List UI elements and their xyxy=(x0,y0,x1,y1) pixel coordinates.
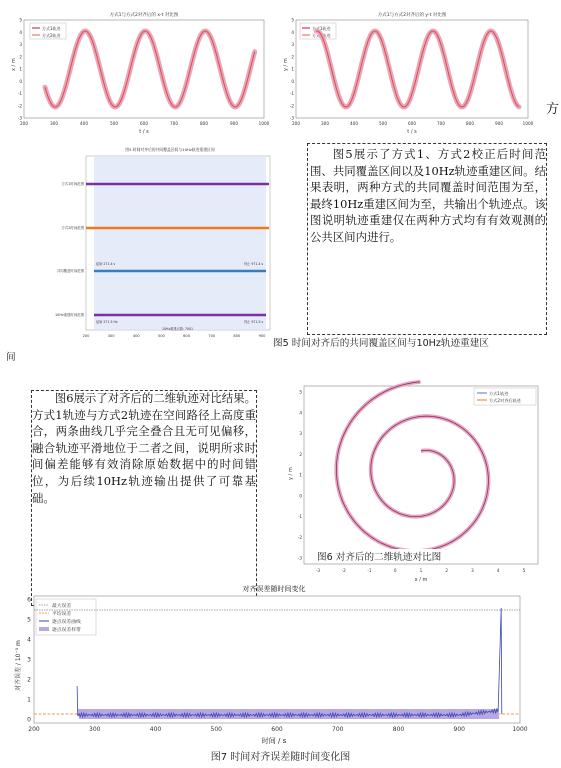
x-tick-label: 2 xyxy=(445,568,449,573)
svg-text:10Hz重建点数: 7001: 10Hz重建点数: 7001 xyxy=(162,327,194,331)
x-tick-label: 600 xyxy=(408,121,416,126)
y-tick-label: 3 xyxy=(27,656,31,664)
x-tick-label: 900 xyxy=(230,121,238,126)
svg-text:方式2轨迹: 方式2轨迹 xyxy=(42,33,61,38)
y-tick-label: 3 xyxy=(299,431,302,436)
fig7-ylabel: 对齐误差 / 10⁻³ m xyxy=(15,640,22,691)
y-t-xlabel: t / s xyxy=(407,129,417,135)
x-tick-label: 400 xyxy=(80,121,88,126)
fig7-xlabel: 时间 / s xyxy=(261,737,287,745)
fig6-xlabel: x / m xyxy=(414,577,428,583)
y-tick-label: 1 xyxy=(27,696,31,704)
svg-text:起始 271.4 s: 起始 271.4 s xyxy=(96,262,116,266)
x-tick-label: 1 xyxy=(419,568,423,573)
y-tick-label: 4 xyxy=(299,410,302,416)
orphan-character: 间 xyxy=(6,352,16,363)
x-tick-label: 500 xyxy=(379,121,387,126)
fig6-legend xyxy=(474,388,536,405)
fig5-caption: 图5 时间对齐后的共同覆盖区间与10Hz轨迹重建区 xyxy=(273,338,489,349)
x-tick-label: 600 xyxy=(271,726,283,733)
y-tick-label: -2 xyxy=(297,534,302,540)
svg-text:方式2轨迹: 方式2轨迹 xyxy=(312,33,331,38)
fig5-row-labels xyxy=(55,181,85,317)
x-tick-label: 500 xyxy=(157,334,165,338)
fig6-caption: 图6 对齐后的二维轨迹对比图 xyxy=(316,549,442,563)
x-tick-label: 800 xyxy=(392,726,405,733)
y-tick-label: -1 xyxy=(289,91,294,96)
x-tick-label: 200 xyxy=(28,726,40,733)
y-tick-label: 3 xyxy=(19,42,22,47)
svg-text:逐点误差曲线: 逐点误差曲线 xyxy=(52,620,81,625)
y-tick-label: 5 xyxy=(299,389,302,395)
x-tick-label: 800 xyxy=(466,121,474,126)
y-tick-label: 0 xyxy=(291,78,294,84)
fig5-chart-title: 图5 时间对齐后的共同覆盖区间与10Hz轨迹重建区间 xyxy=(125,147,215,152)
x-tick-label: 400 xyxy=(132,334,140,338)
x-t-title: 方式1与方式2对齐后的 x-t 对比图 xyxy=(109,13,179,18)
x-tick-label: 600 xyxy=(140,121,148,126)
x-tick-label: 900 xyxy=(453,726,465,733)
x-tick-label: 300 xyxy=(321,121,329,126)
y-tick-label: -3 xyxy=(17,115,22,121)
x-tick-label: 1000 xyxy=(258,121,270,126)
svg-text:最大误差: 最大误差 xyxy=(52,604,72,609)
y-tick-label: 1 xyxy=(19,66,22,72)
svg-text:方式2对齐后轨迹: 方式2对齐后轨迹 xyxy=(489,398,521,403)
x-tick-label: 800 xyxy=(200,121,208,126)
y-tick-label: 1 xyxy=(291,66,294,72)
x-tick-label: 1000 xyxy=(522,121,534,126)
x-tick-label: 700 xyxy=(332,726,344,733)
fig7-title: 对齐误差随时间变化 xyxy=(242,585,306,593)
y-tick-label: 5 xyxy=(19,17,22,23)
svg-text:起始 271.5 Hz: 起始 271.5 Hz xyxy=(96,320,118,324)
y-tick-label: 6 xyxy=(27,596,31,604)
y-tick-label: 2 xyxy=(19,54,22,60)
y-tick-label: -3 xyxy=(297,555,302,561)
y-tick-label: 1 xyxy=(299,472,302,478)
x-t-legend xyxy=(30,23,66,39)
y-tick-label: 4 xyxy=(19,29,22,35)
svg-text:方式1轨迹: 方式1轨迹 xyxy=(312,26,331,31)
y-tick-label: 3 xyxy=(291,42,294,47)
x-tick-label: 400 xyxy=(149,726,162,733)
fig6-ylabel: y / m xyxy=(288,467,294,480)
x-tick-label: 300 xyxy=(107,334,115,338)
x-tick-label: 700 xyxy=(170,121,178,126)
fig7-caption: 图7 时间对齐误差随时间变化图 xyxy=(210,752,351,763)
y-tick-label: 2 xyxy=(291,54,294,60)
svg-text:方式2时间范围: 方式2时间范围 xyxy=(61,226,84,230)
y-tick-label: 2 xyxy=(299,451,302,457)
y-tick-label: 4 xyxy=(291,29,294,35)
svg-text:方式1轨迹: 方式1轨迹 xyxy=(42,26,61,31)
x-t-ylabel: x / m xyxy=(11,58,17,71)
y-tick-label: -3 xyxy=(289,115,294,121)
x-tick-label: 900 xyxy=(495,121,503,126)
side-character: 方 xyxy=(546,102,560,117)
para5-text: 图5展示了方式1、方式2校正后时间范围、共同覆盖区间以及10Hz轨迹重建区间。结果表明，两种方式的共同覆盖时间范围为至，最终10Hz重建区间为至，共输出个轨迹点。该图说明轨迹重建仅在两种方式均有有效观测的公共区间内进行。 xyxy=(310,147,546,244)
y-tick-label: -1 xyxy=(17,91,22,96)
x-tick-label: 0 xyxy=(393,568,397,573)
x-tick-label: 500 xyxy=(210,726,222,733)
y-t-title: 方式1与方式2对齐后的 y-t 对比图 xyxy=(377,13,447,18)
x-tick-label: 200 xyxy=(292,121,300,126)
y-tick-label: 4 xyxy=(27,636,31,644)
x-t-chart xyxy=(10,6,272,136)
x-tick-label: 300 xyxy=(89,726,101,733)
x-tick-label: 5 xyxy=(522,568,526,573)
para6-text: 图6展示了对齐后的二维轨迹对比结果。方式1轨迹与方式2轨迹在空间路径上高度重合，两条曲线几乎完全叠合且无可见偏移，融合轨迹平滑地位于二者之间，说明所求时间偏差能够有效消除原始数据中的时间错位，为后续10Hz轨迹输出提供了可靠基础。 xyxy=(32,391,256,505)
x-tick-label: 700 xyxy=(208,334,216,338)
svg-text:平均误差: 平均误差 xyxy=(52,612,72,617)
svg-text:10Hz重建时间范围: 10Hz重建时间范围 xyxy=(55,313,84,317)
svg-text:终止 971.5 s: 终止 971.5 s xyxy=(244,320,264,324)
svg-text:方式1时间范围: 方式1时间范围 xyxy=(61,182,84,186)
y-tick-label: 5 xyxy=(291,17,294,23)
x-t-xlabel: t / s xyxy=(139,129,149,135)
x-tick-label: 200 xyxy=(82,334,90,338)
svg-text:终止 971.4 s: 终止 971.4 s xyxy=(244,262,264,266)
y-tick-label: -2 xyxy=(289,103,294,109)
x-tick-label: 300 xyxy=(50,121,58,126)
y-tick-label: 0 xyxy=(27,716,31,724)
x-tick-label: -2 xyxy=(341,568,346,573)
y-tick-label: 0 xyxy=(19,78,22,84)
x-tick-label: 400 xyxy=(350,121,358,126)
common-interval-shade xyxy=(94,156,266,330)
x-tick-label: 1000 xyxy=(512,726,528,733)
x-tick-label: 4 xyxy=(496,568,500,573)
x-tick-label: 500 xyxy=(110,121,118,126)
y-tick-label: -2 xyxy=(17,103,22,109)
fig7-error-chart xyxy=(12,583,532,751)
y-t-chart xyxy=(282,6,544,136)
fig5-range-chart xyxy=(55,144,275,344)
y-tick-label: 5 xyxy=(27,616,31,624)
x-tick-label: 600 xyxy=(183,334,191,338)
x-tick-label: 3 xyxy=(471,568,474,573)
x-tick-label: 200 xyxy=(20,121,28,126)
y-t-ylabel: y / m xyxy=(283,58,289,71)
svg-text:共同覆盖时间范围: 共同覆盖时间范围 xyxy=(56,269,84,273)
y-tick-label: 0 xyxy=(299,493,302,499)
x-tick-label: 900 xyxy=(258,334,266,338)
x-tick-label: 700 xyxy=(437,121,445,126)
svg-text:方式1轨迹: 方式1轨迹 xyxy=(489,391,509,396)
y-tick-label: 2 xyxy=(27,676,31,684)
svg-text:逐点误差样带: 逐点误差样带 xyxy=(52,628,81,633)
fig7-legend xyxy=(36,599,96,635)
x-tick-label: -1 xyxy=(367,568,372,573)
x-tick-label: 800 xyxy=(233,334,241,338)
y-tick-label: -1 xyxy=(297,514,302,519)
x-tick-label: -3 xyxy=(315,568,321,573)
